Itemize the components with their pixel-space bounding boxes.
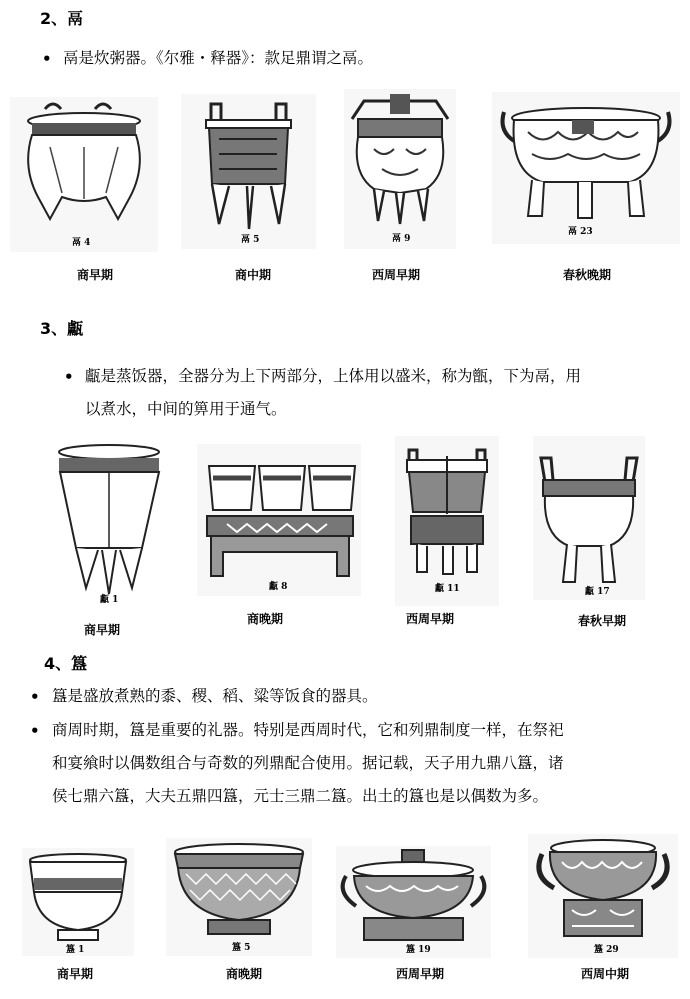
li-figure-4-caption: 春秋晚期 — [562, 268, 611, 282]
gui-figure-1-label: 簋 1 — [66, 945, 85, 955]
yan-figure-1-drawing — [52, 438, 167, 608]
gui-figure-4-caption: 西周中期 — [580, 967, 629, 981]
gui-description-1: 簋是盛放煮熟的黍、稷、稻、粱等饭食的器具。 — [52, 687, 378, 705]
yan-figure-4-caption: 春秋早期 — [577, 614, 626, 628]
bullet: • — [30, 722, 40, 740]
yan-figure-2-label: 甗 8 — [269, 582, 288, 592]
yan-figure-3-label: 甗 11 — [435, 584, 460, 594]
gui-figure-4-label: 簋 29 — [594, 945, 619, 955]
gui-description-2-line-3: 侯七鼎六簋，大夫五鼎四簋，元士三鼎二簋。出土的簋也是以偶数为多。 — [52, 787, 549, 805]
yan-description-line-1: 甗是蒸饭器，全器分为上下两部分，上体用以盛米，称为甑，下为鬲，用 — [85, 367, 582, 385]
yan-figure-4-label: 甗 17 — [585, 587, 610, 597]
yan-figure-3-drawing — [395, 436, 499, 606]
li-figure-2-drawing — [181, 94, 316, 249]
li-figure-3-drawing — [344, 89, 456, 249]
gui-figure-1-drawing — [22, 848, 134, 956]
yan-figure-2-caption: 商晚期 — [246, 612, 283, 626]
gui-figure-4-drawing — [528, 834, 678, 958]
li-figure-4-drawing — [492, 92, 680, 244]
gui-figure-1-caption: 商早期 — [56, 967, 93, 981]
li-figure-2-caption: 商中期 — [234, 268, 271, 282]
yan-description-line-2: 以煮水，中间的箅用于通气。 — [85, 400, 287, 418]
li-description: 鬲是炊粥器。《尔雅・释器》：款足鼎谓之鬲。 — [63, 49, 374, 67]
li-figure-3-caption: 西周早期 — [371, 268, 420, 282]
gui-figure-3-caption: 西周早期 — [395, 967, 444, 981]
bullet: • — [64, 368, 74, 386]
gui-figure-2-caption: 商晚期 — [225, 967, 262, 981]
section-heading-gui: 4、簋 — [44, 654, 88, 673]
yan-figure-4-drawing — [533, 436, 645, 600]
section-heading-yan: 3、甗 — [40, 319, 84, 338]
yan-figure-1-caption: 商早期 — [83, 623, 120, 637]
li-figure-3-label: 鬲 9 — [392, 234, 411, 244]
gui-figure-3-drawing — [336, 846, 491, 958]
gui-description-2-line-2: 和宴飨时以偶数组合与奇数的列鼎配合使用。据记载，天子用九鼎八簋，诸 — [52, 754, 564, 772]
gui-figure-2-label: 簋 5 — [232, 943, 251, 953]
gui-figure-3-label: 簋 19 — [406, 945, 431, 955]
yan-figure-3-caption: 西周早期 — [405, 612, 454, 626]
gui-description-2-line-1: 商周时期，簋是重要的礼器。特别是西周时代，它和列鼎制度一样，在祭祀 — [52, 721, 564, 739]
li-figure-1-caption: 商早期 — [76, 268, 113, 282]
section-heading-li: 2、鬲 — [40, 9, 84, 28]
li-figure-1-drawing — [10, 97, 158, 252]
yan-figure-1-label: 甗 1 — [100, 595, 119, 605]
yan-figure-2-drawing — [197, 444, 361, 596]
li-figure-2-label: 鬲 5 — [241, 235, 260, 245]
bullet: • — [30, 688, 40, 706]
gui-figure-2-drawing — [166, 838, 312, 956]
li-figure-4-label: 鬲 23 — [568, 227, 593, 237]
li-figure-1-label: 鬲 4 — [72, 238, 91, 248]
bullet: • — [42, 50, 52, 68]
